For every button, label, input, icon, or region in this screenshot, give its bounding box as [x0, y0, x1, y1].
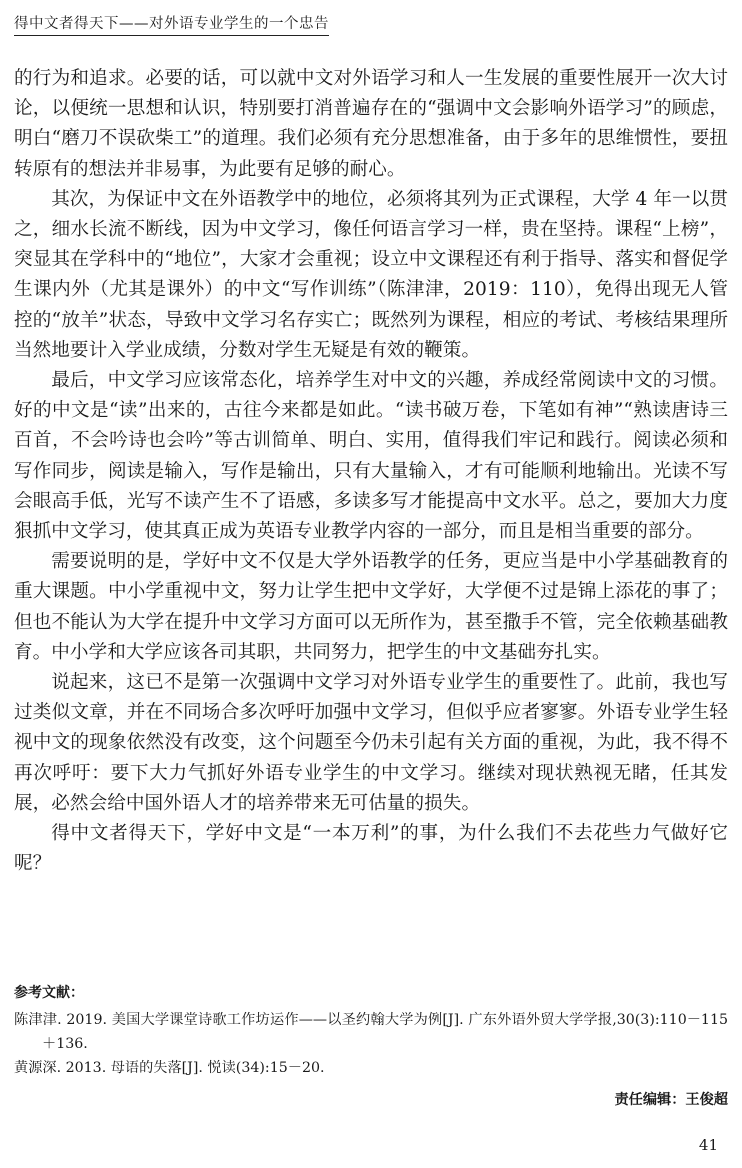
- running-header: 得中文者得天下——对外语专业学生的一个忠告: [14, 12, 329, 36]
- article-body: [14, 64, 728, 879]
- paragraph: 的行为和追求。必要的话，可以就中文对外语学习和人一生发展的重要性展开一次大讨论，以便统一思想和认识，特别要打消普遍存在的“强调中文会影响外语学习”的顾虑，明白“磨刀不误砍柴工”的道理。我们必须有充分思想准备，由于多年的思维惯性，要扭转原有的想法并非易事，为此要有足够的耐心。: [14, 68, 728, 180]
- references-section: [14, 982, 728, 1080]
- paragraph: 需要说明的是，学好中文不仅是大学外语教学的任务，更应当是中小学基础教育的重大课题。中小学重视中文，努力让学生把中文学好，大学便不过是锦上添花的事了；但也不能认为大学在提升中文学习方面可以无所作为，甚至撒手不管，完全依赖基础教育。中小学和大学应该各司其职，共同努力，把学生的中文基础夯扎实。: [14, 551, 728, 663]
- reference-item: 陈津津. 2019. 美国大学课堂诗歌工作坊运作——以圣约翰大学为例[J]. 广东外语外贸大学学报,30(3):110－115＋136.: [14, 1012, 728, 1052]
- page-number: 41: [698, 1136, 718, 1154]
- references-title: 参考文献：: [14, 985, 84, 1001]
- reference-item: 黄源深. 2013. 母语的失落[J]. 悦读(34):15－20.: [14, 1060, 325, 1076]
- paragraph: 说起来，这已不是第一次强调中文学习对外语专业学生的重要性了。此前，我也写过类似文章，并在不同场合多次呼吁加强中文学习，但似乎应者寥寥。外语专业学生轻视中文的现象依然没有改变，这个问题至今仍未引起有关方面的重视，为此，我不得不再次呼吁：要下大力气抓好外语专业学生的中文学习。继续对现状熟视无睹，任其发展，必然会给中国外语人才的培养带来无可估量的损失。: [14, 672, 728, 814]
- responsible-editor: 责任编辑：王俊超: [614, 1092, 728, 1108]
- paragraph: 其次，为保证中文在外语教学中的地位，必须将其列为正式课程，大学 4 年一以贯之，细水长流不断线，因为中文学习，像任何语言学习一样，贵在坚持。课程“上榜”，突显其在学科中的“地位”，大家才会重视；设立中文课程还有利于指导、落实和督促学生课内外（尤其是课外）的中文“写作训练”（陈津津，2019：110），免得出现无人管控的“放羊”状态，导致中文学习名存实亡；既然列为课程，相应的考试、考核结果理所当然地要计入学业成绩，分数对学生无疑是有效的鞭策。: [14, 188, 728, 361]
- paragraph: 得中文者得天下，学好中文是“一本万利”的事，为什么我们不去花些力气做好它呢？: [14, 823, 728, 875]
- paragraph: 最后，中文学习应该常态化，培养学生对中文的兴趣，养成经常阅读中文的习惯。好的中文是“读”出来的，古往今来都是如此。“读书破万卷，下笔如有神”“熟读唐诗三百首，不会吟诗也会吟”等古训简单、明白、实用，值得我们牢记和践行。阅读必须和写作同步，阅读是输入，写作是输出，只有大量输入，才有可能顺利地输出。光读不写会眼高手低，光写不读产生不了语感，多读多写才能提高中文水平。总之，要加大力度狠抓中文学习，使其真正成为英语专业教学内容的一部分，而且是相当重要的部分。: [14, 370, 728, 543]
